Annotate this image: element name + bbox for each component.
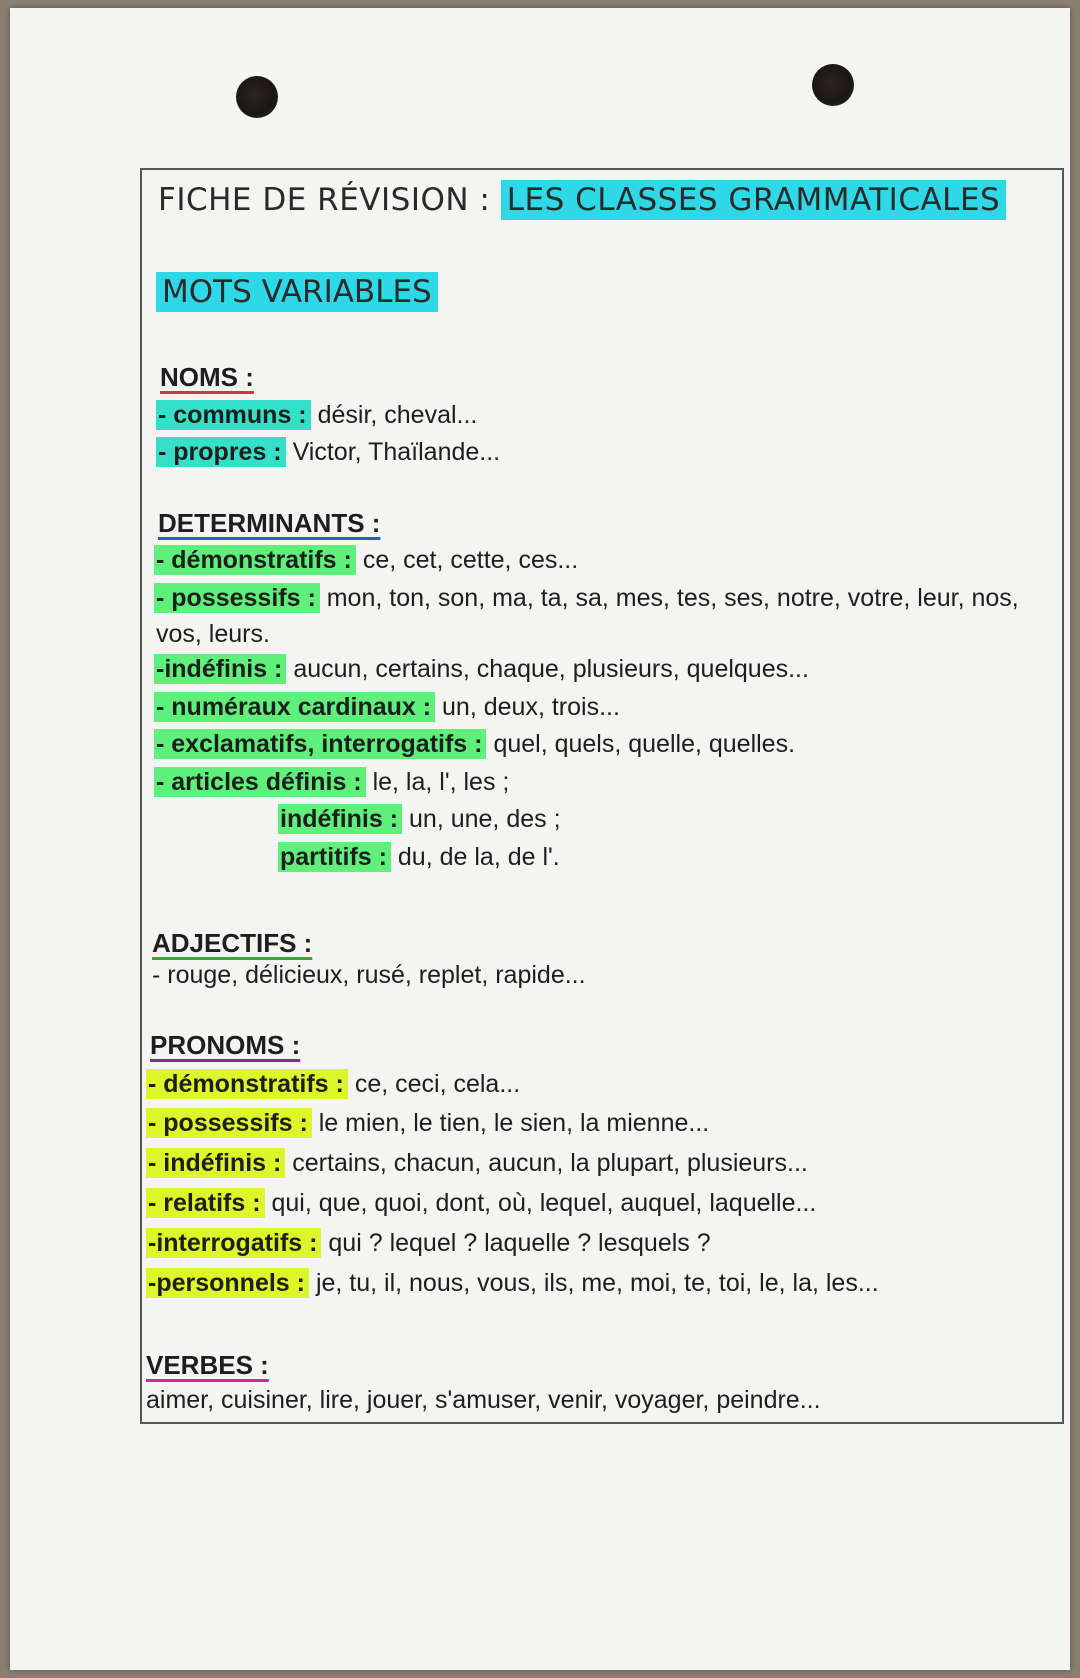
list-item: [156, 437, 500, 467]
heading-adjectifs: ADJECTIFS :: [152, 928, 313, 958]
list-item: [146, 1069, 520, 1099]
term: - possessifs :: [154, 583, 320, 613]
term: - articles définis :: [154, 767, 366, 797]
heading-pronoms: PRONOMS :: [150, 1030, 301, 1060]
section-title: [156, 274, 438, 310]
heading-determinants: DETERMINANTS :: [158, 508, 381, 538]
examples: aimer, cuisiner, lire, jouer, s'amuser, venir, voyager, peindre...: [146, 1386, 821, 1414]
examples: qui, que, quoi, dont, où, lequel, auquel, laquelle...: [271, 1189, 817, 1217]
list-item: [146, 1385, 821, 1415]
examples: un, une, des ;: [409, 805, 561, 833]
list-item: [156, 400, 477, 430]
list-item: [154, 692, 620, 722]
list-item: [146, 1148, 808, 1178]
list-item: [154, 729, 795, 759]
term: -personnels :: [146, 1268, 309, 1298]
term: - possessifs :: [146, 1108, 312, 1138]
term: indéfinis :: [278, 804, 402, 834]
list-item: [146, 1188, 816, 1218]
heading-verbes: VERBES :: [146, 1350, 269, 1380]
examples: Victor, Thaïlande...: [292, 438, 501, 466]
list-item: [154, 545, 578, 575]
punch-hole-right: [812, 64, 854, 106]
term: - indéfinis :: [146, 1148, 285, 1178]
examples: ce, ceci, cela...: [354, 1070, 521, 1098]
list-item: [154, 583, 1019, 613]
list-item: [146, 1228, 711, 1258]
section-mots-variables: MOTS VARIABLES: [156, 272, 438, 312]
title-prefix: FICHE DE RÉVISION :: [158, 182, 491, 218]
examples: mon, ton, son, ma, ta, sa, mes, tes, ses, notre, votre, leur, nos,: [326, 584, 1019, 612]
term: - numéraux cardinaux :: [154, 692, 435, 722]
list-item: [152, 960, 586, 990]
list-item: [154, 654, 809, 684]
term: - relatifs :: [146, 1188, 265, 1218]
term: - exclamatifs, interrogatifs :: [154, 729, 486, 759]
term: - propres :: [156, 437, 286, 467]
term: -indéfinis :: [154, 654, 286, 684]
examples: le mien, le tien, le sien, la mienne...: [318, 1109, 710, 1137]
examples: vos, leurs.: [156, 620, 270, 648]
term: - communs :: [156, 400, 311, 430]
list-item: [278, 804, 561, 834]
examples: qui ? lequel ? laquelle ? lesquels ?: [328, 1229, 711, 1257]
list-item: [146, 1108, 709, 1138]
term: - démonstratifs :: [146, 1069, 348, 1099]
examples: ce, cet, cette, ces...: [362, 546, 579, 574]
list-item: [146, 1268, 879, 1298]
examples: certains, chacun, aucun, la plupart, plusieurs...: [292, 1149, 808, 1177]
list-item: [278, 842, 560, 872]
term: - démonstratifs :: [154, 545, 356, 575]
examples: je, tu, il, nous, vous, ils, me, moi, te, toi, le, la, les...: [315, 1269, 879, 1297]
examples: aucun, certains, chaque, plusieurs, quelques...: [293, 655, 809, 683]
examples: le, la, l', les ;: [372, 768, 510, 796]
title-highlight: LES CLASSES GRAMMATICALES: [501, 180, 1006, 220]
examples: un, deux, trois...: [442, 693, 620, 721]
page-title: [158, 182, 1006, 218]
examples: du, de la, de l'.: [397, 843, 560, 871]
examples: - rouge, délicieux, rusé, replet, rapide...: [152, 961, 586, 989]
list-item: [156, 619, 270, 649]
heading-noms: NOMS :: [160, 362, 254, 392]
list-item: [154, 767, 509, 797]
examples: quel, quels, quelle, quelles.: [493, 730, 796, 758]
term: partitifs :: [278, 842, 391, 872]
punch-hole-left: [236, 76, 278, 118]
term: -interrogatifs :: [146, 1228, 321, 1258]
examples: désir, cheval...: [317, 401, 478, 429]
